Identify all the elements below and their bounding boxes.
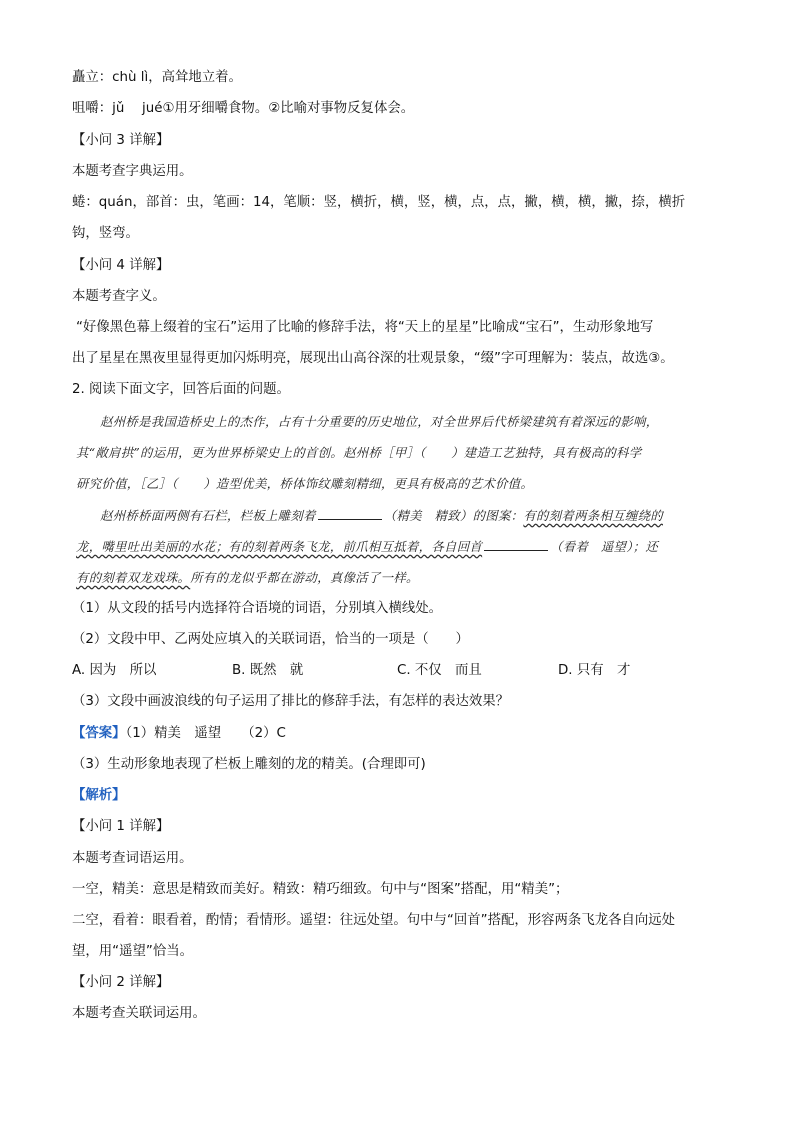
section-heading-q4: 【小问 4 详解】: [72, 258, 170, 273]
passage-line: [100, 506, 663, 526]
question-heading: 2. 阅读下面文字，回答后面的问题。: [72, 382, 290, 397]
wavy-underlined-text: 有的刻着双龙戏珠。: [76, 570, 191, 585]
passage-line: 研究价值，［乙］（ ）造型优美，桥体饰纹雕刻精细，更具有极高的艺术价值。: [76, 476, 534, 491]
wavy-underlined-text: 龙，嘴里吐出美丽的水花；有的刻着两条飞龙，前爪相互抵着，各自回首: [76, 539, 483, 554]
paragraph: 一空，精美：意思是精致而美好。精致：精巧细致。句中与“图案”搭配，用“精美”；: [72, 882, 569, 897]
answer-line: [72, 724, 286, 744]
fill-blank: [318, 507, 382, 520]
fill-blank: [484, 538, 548, 551]
paragraph: 二空，看着：眼看着，酌情；看情形。遥望：往远处望。句中与“回首”搭配，形容两条飞龙各自向远处: [72, 913, 676, 928]
question-2: （2）文段中甲、乙两处应填入的关联词语，恰当的一项是（ ）: [72, 632, 469, 647]
wavy-underlined-text: 有的刻着两条相互缠绕的: [523, 508, 663, 523]
passage-line: 赵州桥是我国造桥史上的杰作，占有十分重要的历史地位，对全世界后代桥梁建筑有着深远的影响，: [100, 414, 659, 429]
option-b: B. 既然 就: [232, 663, 304, 678]
passage-line: 其“敞肩拱”的运用，更为世界桥梁史上的首创。赵州桥［甲］（ ）建造工艺独特，具有极高的科学: [76, 445, 642, 460]
paragraph: 出了星星在黑夜里显得更加闪烁明亮，展现出山高谷深的壮观景象，“缀”字可理解为：装点，故选③。: [72, 351, 674, 366]
paragraph: 本题考查关联词运用。: [72, 1006, 206, 1021]
paragraph: 钩，竖弯。: [72, 226, 139, 241]
passage-text: （精美 精致）的图案：: [383, 508, 524, 523]
answer-text: （1）精美 遥望 （2）C: [125, 726, 286, 741]
paragraph: “好像黑色幕上缀着的宝石”运用了比喻的修辞手法，将“天上的星星”比喻成“宝石”，生动形象地写: [76, 320, 654, 335]
paragraph: 蜷：quán，部首：虫，笔画：14，笔顺：竖，横折，横，竖，横，点，点，撇，横，横，撇，捺，横折: [72, 195, 686, 210]
definition-chuli: 矗立：chù lì，高耸地立着。: [72, 70, 242, 85]
passage-line: [76, 537, 658, 557]
option-c: C. 不仅 而且: [397, 663, 482, 678]
definition-jujue: 咀嚼：jǔ jué①用牙细嚼食物。②比喻对事物反复体会。: [72, 101, 415, 116]
answer-line: （3）生动形象地表现了栏板上雕刻的龙的精美。(合理即可): [72, 757, 426, 772]
section-heading-q2: 【小问 2 详解】: [72, 975, 170, 990]
option-a: A. 因为 所以: [72, 663, 157, 678]
section-heading-q1: 【小问 1 详解】: [72, 819, 170, 834]
section-heading-q3: 【小问 3 详解】: [72, 133, 170, 148]
passage-text: 所有的龙似乎都在游动，真像活了一样。: [190, 570, 419, 585]
passage-text: （看着 遥望）；还: [550, 539, 659, 554]
analysis-tag: 【解析】: [72, 788, 126, 803]
passage-line: [76, 568, 419, 588]
paragraph: 本题考查字典运用。: [72, 164, 193, 179]
paragraph: 本题考查词语运用。: [72, 851, 193, 866]
paragraph: 望，用“遥望”恰当。: [72, 944, 193, 959]
passage-text: 赵州桥桥面两侧有石栏，栏板上雕刻着: [100, 508, 316, 523]
option-d: D. 只有 才: [558, 663, 631, 678]
answer-tag: 【答案】: [72, 726, 126, 741]
question-1: （1）从文段的括号内选择符合语境的词语，分别填入横线处。: [72, 601, 443, 616]
paragraph: 本题考查字义。: [72, 289, 166, 304]
question-3: （3）文段中画波浪线的句子运用了排比的修辞手法，有怎样的表达效果？: [72, 694, 510, 709]
